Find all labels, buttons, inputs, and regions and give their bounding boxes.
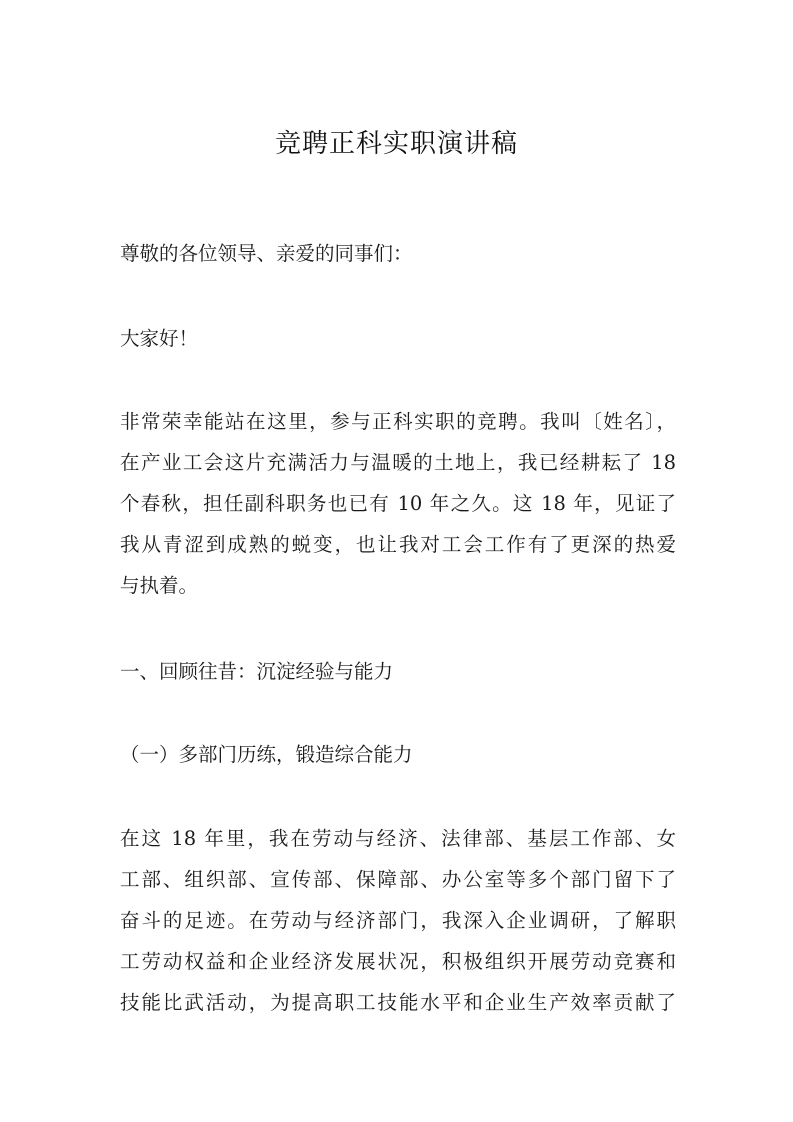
intro-line: 我从青涩到成熟的蜕变，也让我对工会工作有了更深的热爱 (120, 533, 676, 556)
body-paragraph (120, 818, 676, 1023)
body-line: 工部、组织部、宣传部、保障部、办公室等多个部门留下了 (120, 868, 676, 891)
section-heading: 一、回顾往昔：沉淀经验与能力 (120, 660, 394, 683)
salutation-line: 尊敬的各位领导、亲爱的同事们： (120, 242, 413, 265)
greeting-line: 大家好！ (120, 327, 199, 350)
body-line: 工劳动权益和企业经济发展状况，积极组织开展劳动竞赛和 (120, 950, 676, 973)
intro-paragraph (120, 401, 676, 606)
subsection-heading-paragraph (120, 734, 676, 775)
intro-line: 个春秋，担任副科职务也已有 10 年之久。这 18 年，见证了 (120, 492, 676, 515)
body-line: 技能比武活动，为提高职工技能水平和企业生产效率贡献了 (120, 991, 676, 1014)
intro-line: 与执着。 (120, 574, 199, 597)
intro-line: 非常荣幸能站在这里，参与正科实职的竞聘。我叫〔姓名〕， (120, 410, 676, 433)
section-heading-paragraph (120, 651, 676, 692)
greeting-paragraph (120, 318, 676, 359)
body-line: 奋斗的足迹。在劳动与经济部门，我深入企业调研，了解职 (120, 909, 676, 932)
document-title: 竞聘正科实职演讲稿 (274, 129, 518, 159)
intro-line: 在产业工会这片充满活力与温暖的土地上，我已经耕耘了 18 (120, 451, 676, 474)
subsection-heading: （一）多部门历练，锻造综合能力 (120, 743, 413, 766)
body-line: 在这 18 年里，我在劳动与经济、法律部、基层工作部、女 (120, 827, 676, 850)
salutation-paragraph (120, 233, 676, 274)
